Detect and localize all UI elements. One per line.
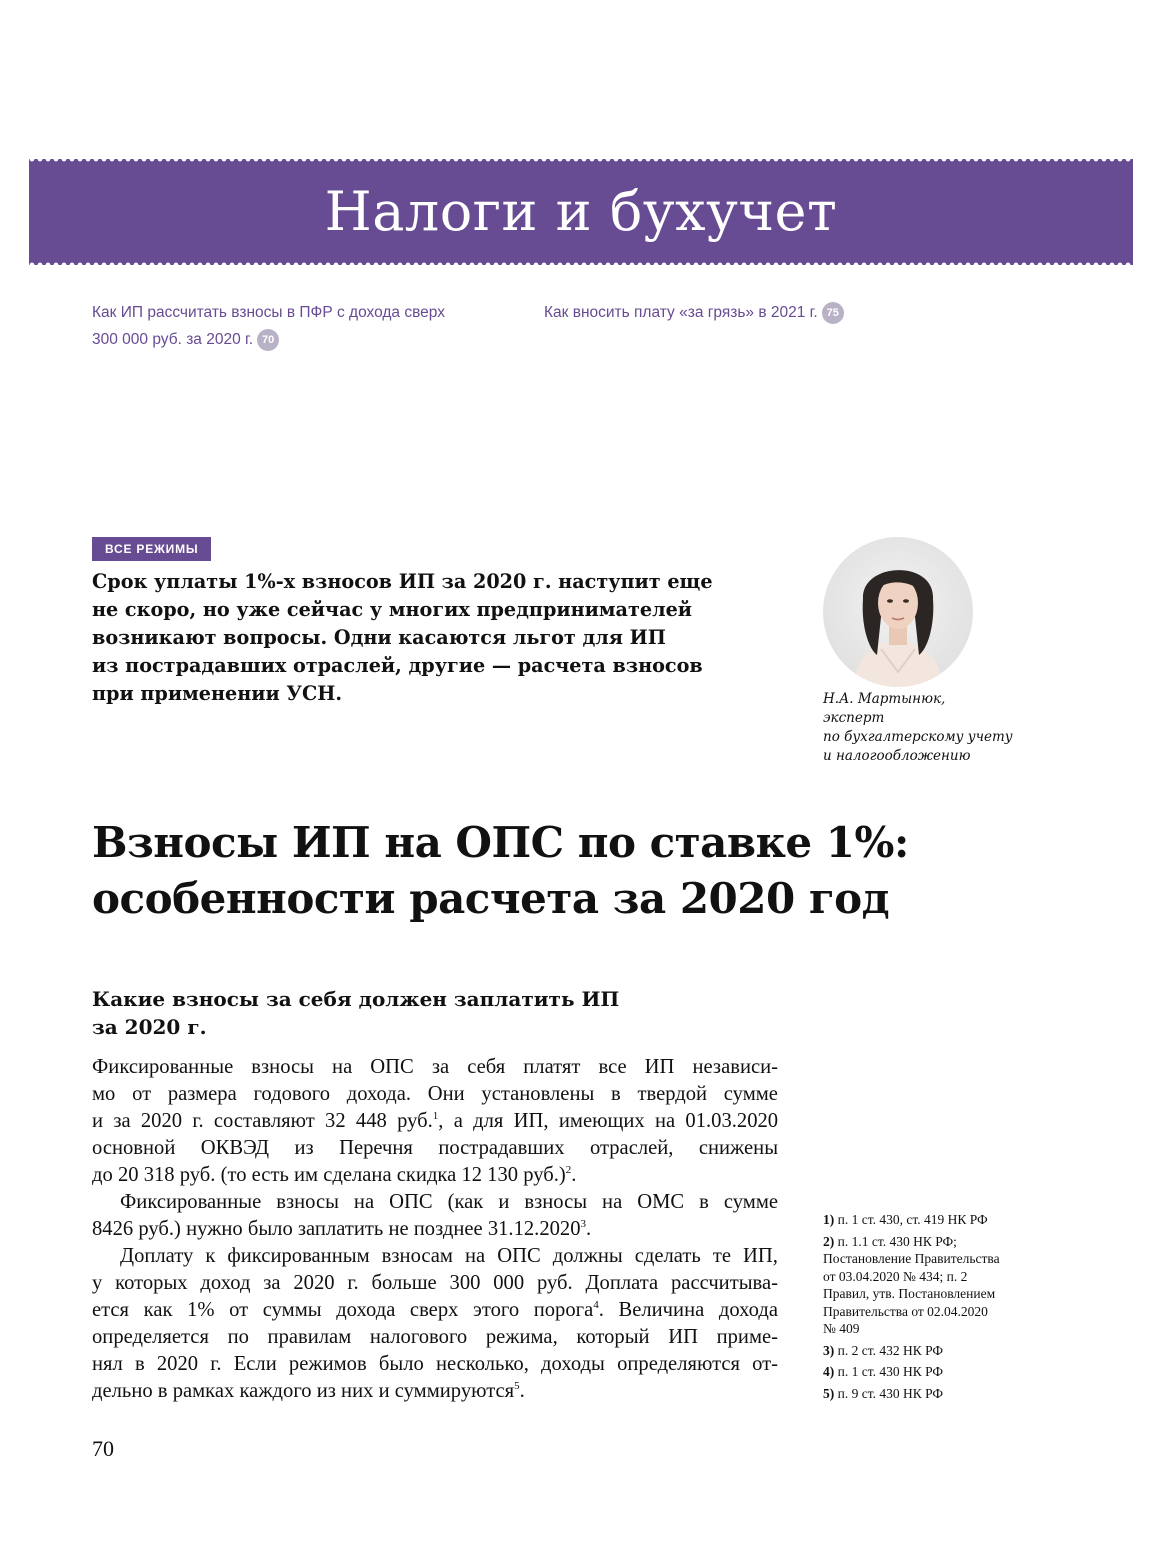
footnote-ref: 2 [565,1164,572,1177]
footnote-line: от 03.04.2020 № 434; п. 2 [823,1268,968,1284]
footnote-line: Постановление Правительства [823,1251,1000,1266]
body-line: мо от размера годового дохода. Они установлены в твердой сумме [92,1083,778,1105]
body-line: Фиксированные взносы на ОПС за себя платят все ИП независи- [92,1056,778,1078]
toc-item-line: Как ИП рассчитать взносы в ПФР с дохода сверх [92,304,445,321]
footnote-number: 1) [823,1212,838,1227]
lead-line: не скоро, но уже сейчас у многих предпринимателей [92,598,693,621]
article-title [92,815,1092,927]
subheading-line: за 2020 г. [92,1015,207,1039]
body-line: у которых доход за 2020 г. больше 300 000 руб. Доплата рассчитыва- [92,1272,778,1294]
title-line: Взносы ИП на ОПС по ставке 1%: [92,818,909,867]
footnote-line: Правительства от 02.04.2020 [823,1303,988,1319]
article-body [92,1054,778,1405]
footnote-number: 4) [823,1364,838,1379]
footnote [823,1211,1063,1229]
banner-scalloped-edge-top [29,156,1133,162]
lead-line: из пострадавших отраслей, другие — расчета взносов [92,654,703,677]
body-line: и за 2020 г. составляют 32 448 руб.$^1$, а для ИП, имеющих на 01.03.2020 [92,1110,779,1132]
toc-item-line: 300 000 руб. за 2020 г. [92,331,254,348]
toc-item[interactable] [92,299,512,353]
author-photo [823,537,973,687]
lead-line: при применении УСН. [92,682,343,705]
body-line: Фиксированные взносы на ОПС (как и взносы на ОМС в сумме [120,1191,779,1213]
body-line: основной ОКВЭД из Перечня пострадавших отраслей, снижены [92,1137,779,1159]
footnotes-column [823,1211,1063,1406]
footnote [823,1363,1063,1381]
footnote-ref: 5 [514,1380,520,1393]
footnote-line: 2) п. 1.1 ст. 430 НК РФ; [823,1233,957,1249]
banner-scalloped-edge-bottom [29,262,1133,268]
section-banner [29,159,1133,265]
body-line: определяется по правилам налогового режима, который ИП приме- [92,1326,778,1348]
section-title: Налоги и бухучет [324,180,838,243]
footnote-line: 3) п. 2 ст. 432 НК РФ [823,1342,944,1358]
toc-item[interactable] [544,299,944,326]
category-tag: ВСЕ РЕЖИМЫ [92,537,211,561]
footnote-number: 5) [823,1385,838,1401]
footnote [823,1385,1063,1403]
footnote-line: 1) п. 1 ст. 430, ст. 419 НК РФ [823,1212,988,1227]
page-ref-badge: 75 [822,302,844,324]
subheading-line: Какие взносы за себя должен заплатить ИП [92,987,620,1011]
body-line: ется как 1% от суммы дохода сверх этого порога$^4$. Величина дохода [92,1299,778,1321]
author-caption-line: по бухгалтерскому учету [823,729,1013,745]
footnote-ref: 3 [580,1218,586,1231]
body-line: Доплату к фиксированным взносам на ОПС должны сделать те ИП, [120,1245,778,1267]
footnote-number: 2) [823,1233,838,1249]
footnote-line: 4) п. 1 ст. 430 НК РФ [823,1364,944,1379]
footnote [823,1342,1063,1360]
section-subheading [92,985,712,1041]
article-lead [92,568,742,708]
footnote [823,1233,1063,1338]
lead-line: Срок уплаты 1%-х взносов ИП за 2020 г. наступит еще [92,570,713,593]
title-line: особенности расчета за 2020 год [92,874,890,923]
footnote-line: № 409 [823,1321,860,1336]
author-caption [823,690,1053,766]
lead-line: возникают вопросы. Одни касаются льгот для ИП [92,626,666,649]
author-portrait-illustration [823,537,973,687]
footnote-line: Правил, утв. Постановлением [823,1286,996,1301]
body-line: дельно в рамках каждого из них и суммируются$^5$. [92,1380,525,1402]
author-caption-line: и налогообложению [823,748,971,764]
body-line: нял в 2020 г. Если режимов было несколько, доходы определяются от- [92,1353,779,1375]
toc-item-line: Как вносить плату «за грязь» в 2021 г. [544,304,818,321]
page-ref-badge: 70 [257,329,279,351]
body-line: до 20 318 руб. (то есть им сделана скидка 12 130 руб.)$^2$. [92,1164,577,1186]
footnote-line: 5) п. 9 ст. 430 НК РФ [823,1385,944,1401]
footnote-ref: 1 [432,1110,439,1123]
author-caption-line: эксперт [823,710,885,726]
footnote-number: 3) [823,1342,838,1358]
footnote-ref: 4 [593,1299,599,1312]
body-line: 8426 руб.) нужно было заплатить не позднее 31.12.2020$^3$. [92,1218,592,1240]
page-number: 70 [92,1436,114,1461]
author-caption-line: Н.А. Мартынюк, [823,691,946,707]
